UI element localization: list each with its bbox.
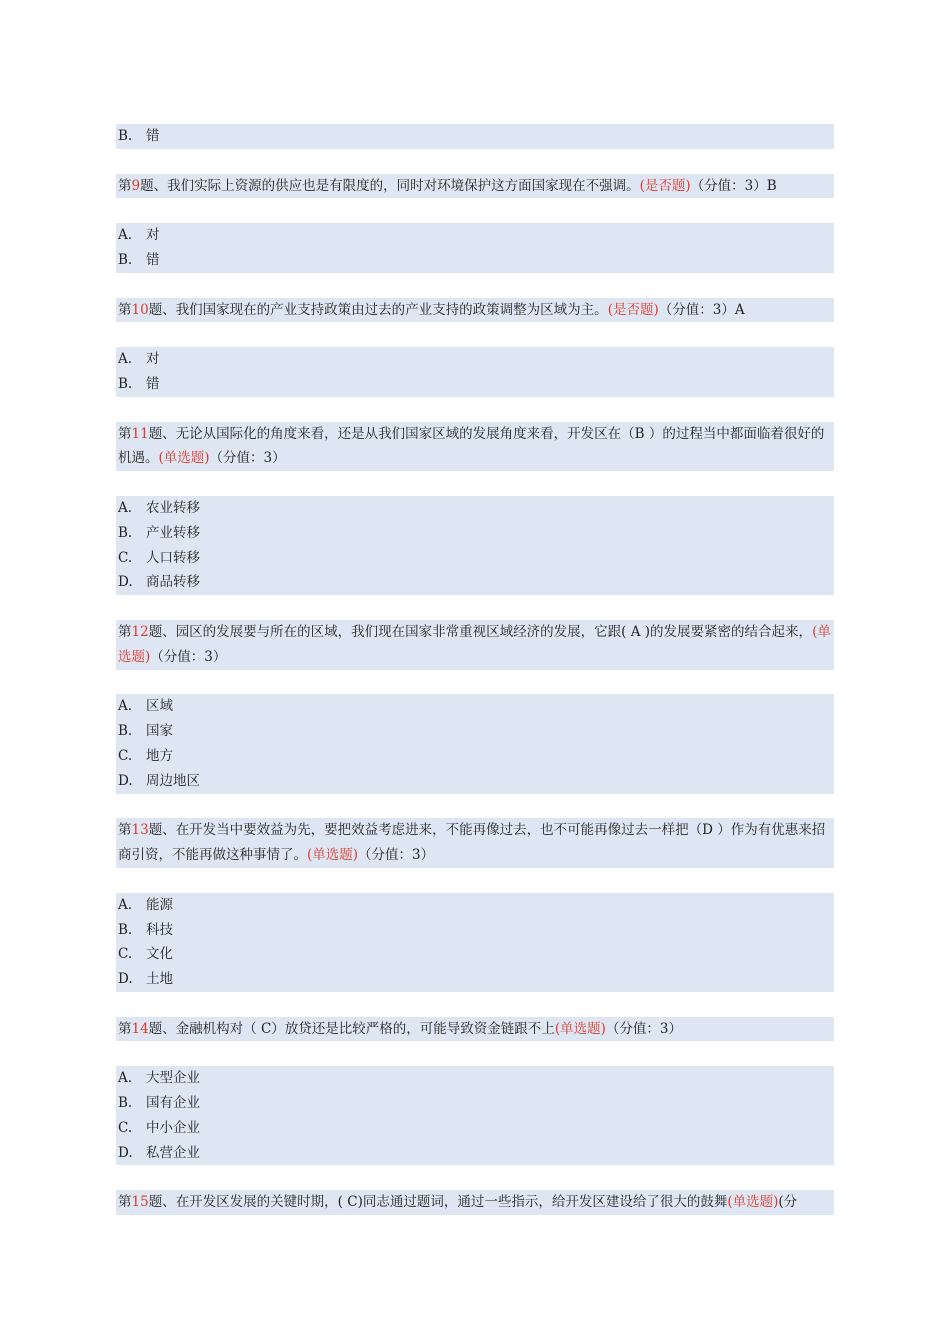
option-line: B. 错	[116, 248, 834, 273]
exam-document	[116, 124, 834, 1215]
question-score: （分值：3）B	[690, 177, 777, 194]
option-line	[116, 124, 834, 149]
option-line: B. 产业转移	[116, 521, 834, 546]
question-number: 9	[131, 177, 141, 194]
option-key: B.	[118, 128, 133, 144]
option-line: A. 对	[116, 347, 834, 372]
question-number: 14	[131, 1020, 149, 1037]
question-number: 12	[131, 623, 149, 640]
option-line: B. 科技	[116, 918, 834, 943]
option-line: C. 地方	[116, 744, 834, 769]
question-number: 10	[131, 301, 149, 318]
option-line: A. 大型企业	[116, 1066, 834, 1091]
question-score: （分值：3）	[209, 450, 286, 467]
question-score: （分值：3）	[358, 847, 435, 864]
question-text: 我们实际上资源的供应也是有限度的，同时对环境保护这方面国家现在不强调。	[167, 177, 640, 194]
question-14: 第14题、金融机构对（ C）放贷还是比较严格的，可能导致资金链跟不上(单选题)（分值：3）	[116, 1017, 834, 1042]
question-text: 在开发区发展的关键时期，( C)同志通过题词，通过一些指示，给开发区建设给了很大的鼓舞	[175, 1194, 728, 1211]
option-text: 错	[146, 128, 160, 144]
option-line: B. 错	[116, 372, 834, 397]
question-text: 园区的发展要与所在的区域，我们现在国家非常重视区域经济的发展，它跟( A )的发展要紧密的结合起来，	[175, 623, 813, 640]
question-type: (单选题)	[554, 1020, 606, 1037]
question-score: (分	[778, 1194, 798, 1211]
question-12: 第12题、园区的发展要与所在的区域，我们现在国家非常重视区域经济的发展，它跟( A )的发展要紧密的结合起来，(单选题)（分值：3）	[116, 620, 834, 670]
option-line: C. 中小企业	[116, 1116, 834, 1141]
option-line: A. 农业转移	[116, 496, 834, 521]
option-line: A. 能源	[116, 893, 834, 918]
question-text: 金融机构对（ C）放贷还是比较严格的，可能导致资金链跟不上	[175, 1020, 555, 1037]
question-number: 13	[131, 822, 149, 839]
question-11: 第11题、无论从国际化的角度来看，还是从我们国家区域的发展角度来看，开发区在（B ）的过程当中都面临着很好的机遇。(单选题)（分值：3）	[116, 422, 834, 472]
question-score: （分值：3）	[605, 1020, 682, 1037]
option-line: D. 土地	[116, 967, 834, 992]
question-type: (是否题)	[639, 177, 691, 194]
question-type: (单选题)	[307, 847, 359, 864]
option-line: B. 国有企业	[116, 1091, 834, 1116]
option-line: D. 商品转移	[116, 570, 834, 595]
question-number: 11	[131, 425, 149, 442]
option-line: C. 人口转移	[116, 546, 834, 571]
option-line: D. 周边地区	[116, 769, 834, 794]
question-text: 在开发当中要效益为先，要把效益考虑进来，不能再像过去，也不可能再像过去一样把（D ）作为有优惠来招商引资，不能再做这种事情了。	[118, 822, 826, 864]
question-type: (单选题)	[118, 623, 831, 665]
question-text: 我们国家现在的产业支持政策由过去的产业支持的政策调整为区域为主。	[175, 301, 608, 318]
question-15: 第15题、在开发区发展的关键时期，( C)同志通过题词，通过一些指示，给开发区建设给了很大的鼓舞(单选题)(分	[116, 1190, 834, 1215]
option-line: A. 区域	[116, 694, 834, 719]
question-text: 无论从国际化的角度来看，还是从我们国家区域的发展角度来看，开发区在（B ）的过程当中都面临着很好的机遇。	[118, 425, 825, 467]
option-line: D. 私营企业	[116, 1141, 834, 1166]
question-type: (是否题)	[607, 301, 659, 318]
question-13: 第13题、在开发当中要效益为先，要把效益考虑进来，不能再像过去，也不可能再像过去一样把（D ）作为有优惠来招商引资，不能再做这种事情了。(单选题)（分值：3）	[116, 818, 834, 868]
option-line: C. 文化	[116, 942, 834, 967]
question-number: 15	[131, 1194, 149, 1211]
question-type: (单选题)	[158, 450, 210, 467]
option-line: A. 对	[116, 223, 834, 248]
question-10: 第10题、我们国家现在的产业支持政策由过去的产业支持的政策调整为区域为主。(是否题)（分值：3）A	[116, 298, 834, 323]
option-line: B. 国家	[116, 719, 834, 744]
question-score: （分值：3）A	[658, 301, 745, 318]
question-9: 第9题、我们实际上资源的供应也是有限度的，同时对环境保护这方面国家现在不强调。(是否题)（分值：3）B	[116, 174, 834, 199]
question-score: （分值：3）	[150, 648, 227, 665]
question-type: (单选题)	[727, 1194, 779, 1211]
